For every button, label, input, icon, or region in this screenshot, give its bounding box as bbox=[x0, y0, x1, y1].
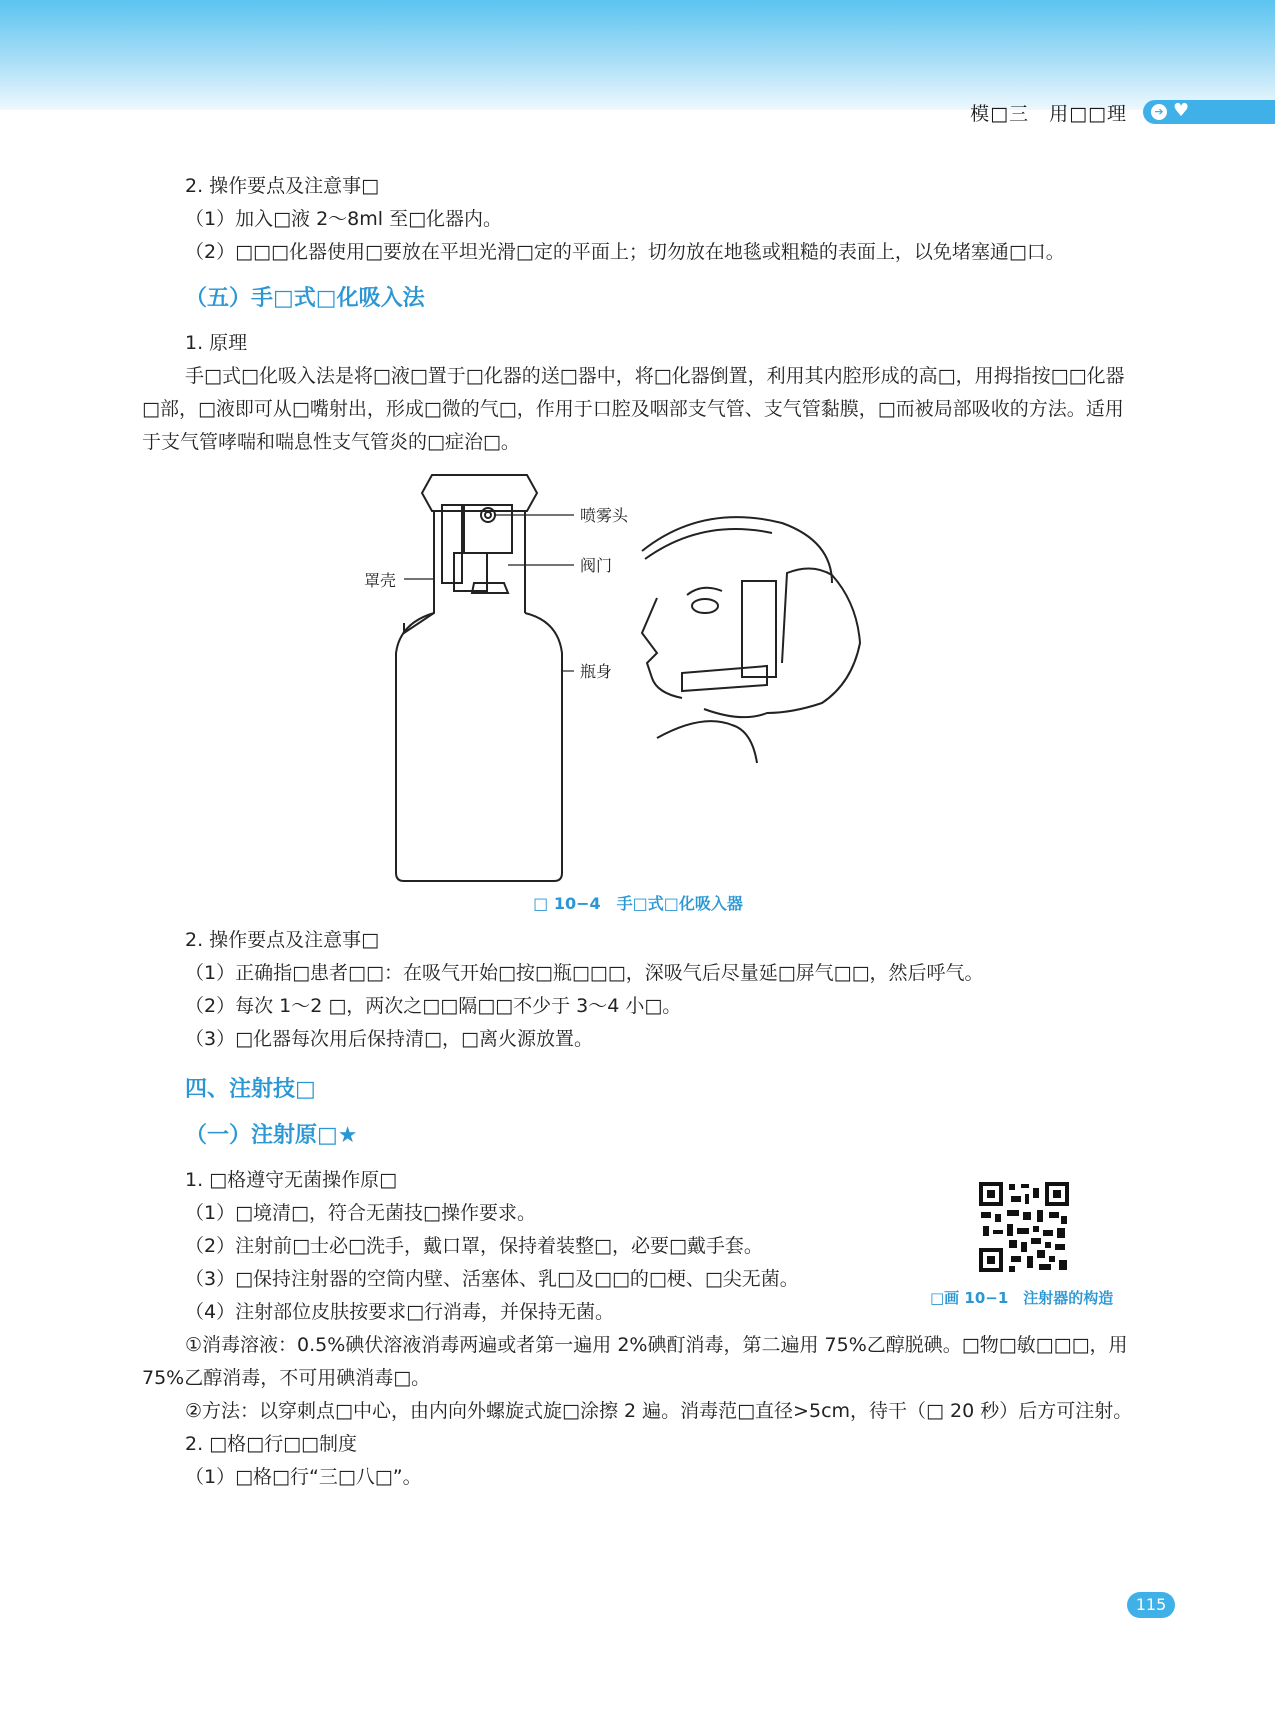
qr-code[interactable] bbox=[977, 1180, 1071, 1274]
figure-caption: □ 10−4 手□式□化吸入器 bbox=[533, 894, 743, 913]
header-tab bbox=[1143, 100, 1275, 124]
qr-caption: □画 10−1 注射器的构造 bbox=[930, 1289, 1114, 1307]
running-header-title: 模□三 用□□理 bbox=[970, 103, 1127, 125]
paragraph: 手□式□化吸入法是将□液□置于□化器的送□器中，将□化器倒置，利用其内腔形成的高□，用拇指按□□化器□部，□液即可从□嘴射出，形成□微的气□，作用于口腔及咽部支气管、支气管黏膜，□而被局部吸收的方法。适用于支气管哮喘和喘息性支气管炎的□症治□。 bbox=[142, 365, 1125, 453]
subsection-title: （一）注射原□★ bbox=[185, 1123, 358, 1148]
list-item: （2）□□□化器使用□要放在平坦光滑□定的平面上；切勿放在地毯或粗糙的表面上，以免堵塞通□口。 bbox=[185, 241, 1065, 263]
inhaler-illustration bbox=[142, 463, 1134, 883]
section-title: （五）手□式□化吸入法 bbox=[185, 286, 425, 311]
inhaler-figure bbox=[142, 463, 1134, 883]
qr-code-icon bbox=[977, 1180, 1071, 1274]
back-arrow-icon: ➔ bbox=[1151, 104, 1167, 120]
header-band bbox=[0, 0, 1275, 110]
section-heading: 2. 操作要点及注意事□ bbox=[185, 929, 380, 951]
list-item: （1）□境清□，符合无菌技□操作要求。 bbox=[185, 1202, 536, 1224]
paragraph: ①消毒溶液：0.5%碘伏溶液消毒两遍或者第一遍用 2%碘酊消毒，第二遍用 75%乙醇脱碘。□物□敏□□□，用 75%乙醇消毒，不可用碘消毒□。 bbox=[142, 1334, 1128, 1389]
paragraph: ②方法：以穿刺点□中心，由内向外螺旋式旋□涂擦 2 遍。消毒范□直径>5cm，待干（□ 20 秒）后方可注射。 bbox=[185, 1400, 1133, 1422]
section-heading: 1. □格遵守无菌操作原□ bbox=[185, 1169, 398, 1191]
label-nozzle: 喷雾头 bbox=[580, 506, 629, 525]
section-title: 四、注射技□ bbox=[185, 1077, 316, 1102]
list-item: （2）注射前□士必□洗手，戴口罩，保持着装整□，必要□戴手套。 bbox=[185, 1235, 763, 1257]
page-number: 115 bbox=[1127, 1592, 1175, 1618]
heart-icon: ♥ bbox=[1173, 100, 1190, 121]
list-item: （1）□格□行“三□八□”。 bbox=[185, 1466, 422, 1488]
section-heading: 1. 原理 bbox=[185, 332, 248, 354]
section-heading: 2. 操作要点及注意事□ bbox=[185, 175, 380, 197]
list-item: （1）加入□液 2～8ml 至□化器内。 bbox=[185, 208, 503, 230]
list-item: （2）每次 1～2 □，两次之□□隔□□不少于 3～4 小□。 bbox=[185, 995, 682, 1017]
list-item: （1）正确指□患者□□：在吸气开始□按□瓶□□□，深吸气后尽量延□屏气□□，然后呼气。 bbox=[185, 962, 984, 984]
section-heading: 2. □格□行□□制度 bbox=[185, 1433, 357, 1455]
list-item: （3）□保持注射器的空筒内壁、活塞体、乳□及□□的□梗、□尖无菌。 bbox=[185, 1268, 799, 1290]
list-item: （4）注射部位皮肤按要求□行消毒，并保持无菌。 bbox=[185, 1301, 615, 1323]
label-shell: 罩壳 bbox=[364, 571, 397, 590]
label-valve: 阀门 bbox=[580, 556, 613, 575]
label-body: 瓶身 bbox=[580, 662, 613, 681]
list-item: （3）□化器每次用后保持清□，□离火源放置。 bbox=[185, 1028, 593, 1050]
